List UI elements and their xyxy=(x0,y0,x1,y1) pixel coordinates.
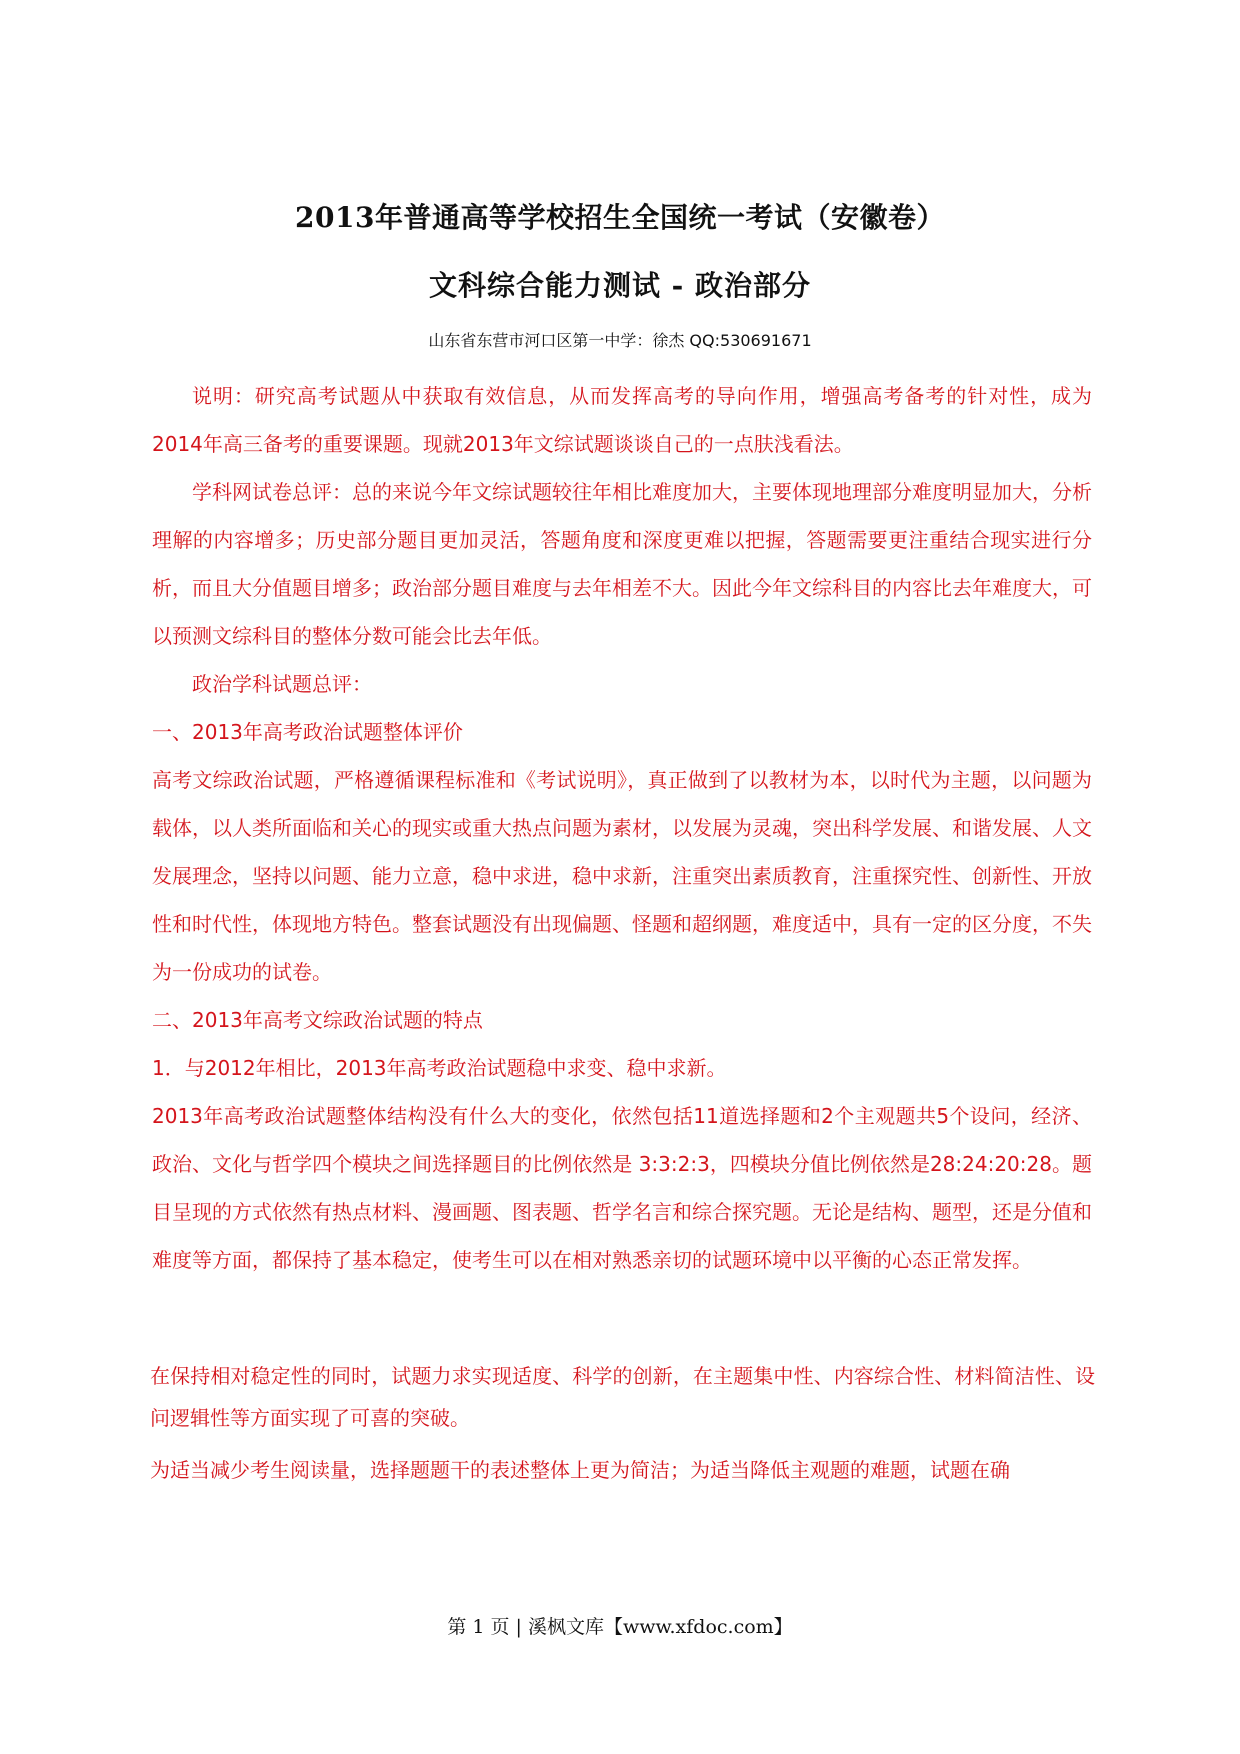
subsection-heading-1: 1．与2012年相比，2013年高考政治试题稳中求变、稳中求新。 xyxy=(152,1056,727,1080)
politics-review-heading: 政治学科试题总评： xyxy=(192,672,372,696)
document-subtitle: 文科综合能力测试 - 政治部分 xyxy=(428,269,812,302)
document-body xyxy=(152,372,1092,1284)
innovation-paragraph: 在保持相对稳定性的同时，试题力求实现适度、科学的创新，在主题集中性、内容综合性、材料简洁性、设问逻辑性等方面实现了可喜的突破。 xyxy=(150,1364,1095,1430)
evaluation-paragraph: 高考文综政治试题，严格遵循课程标准和《考试说明》，真正做到了以教材为本，以时代为主题，以问题为载体，以人类所面临和关心的现实或重大热点问题为素材，以发展为灵魂，突出科学发展、和谐发展、人文发展理念，坚持以问题、能力立意，稳中求进，稳中求新，注重突出素质教育，注重探究性、创新性、开放性和时代性，体现地方特色。整套试题没有出现偏题、怪题和超纲题，难度适中，具有一定的区分度，不失为一份成功的试卷。 xyxy=(152,768,1092,984)
document-tail xyxy=(150,1355,1095,1501)
structure-paragraph: 2013年高考政治试题整体结构没有什么大的变化，依然包括11道选择题和2个主观题共5个设问，经济、政治、文化与哲学四个模块之间选择题目的比例依然是 3:3:2:3，四模块分值比例依然是28:24:20:28。题目呈现的方式依然有热点材料、漫画题、图表题、哲学名言和综合探究题。无论是结构、题型，还是分值和难度等方面，都保持了基本稳定，使考生可以在相对熟悉亲切的试题环境中以平衡的心态正常发挥。 xyxy=(152,1104,1092,1272)
reading-load-paragraph: 为适当减少考生阅读量，选择题题干的表述整体上更为简洁；为适当降低主观题的难题，试题在确 xyxy=(150,1458,1010,1482)
document-title: 2013年普通高等学校招生全国统一考试（安徽卷） xyxy=(295,201,945,234)
section-heading-2: 二、2013年高考文综政治试题的特点 xyxy=(152,1008,483,1032)
section-heading-1: 一、2013年高考政治试题整体评价 xyxy=(152,720,463,744)
intro-paragraph: 说明：研究高考试题从中获取有效信息，从而发挥高考的导向作用，增强高考备考的针对性，成为2014年高三备考的重要课题。现就2013年文综试题谈谈自己的一点肤浅看法。 xyxy=(152,384,1092,456)
overall-review-paragraph: 学科网试卷总评：总的来说今年文综试题较往年相比难度加大，主要体现地理部分难度明显加大，分析理解的内容增多；历史部分题目更加灵活，答题角度和深度更难以把握，答题需要更注重结合现实进行分析，而且大分值题目增多；政治部分题目难度与去年相差不大。因此今年文综科目的内容比去年难度大，可以预测文综科目的整体分数可能会比去年低。 xyxy=(152,480,1092,648)
page-footer: 第 1 页 | 溪枫文库【www.xfdoc.com】 xyxy=(447,1616,793,1638)
author-line: 山东省东营市河口区第一中学：徐杰 QQ:530691671 xyxy=(428,331,812,350)
